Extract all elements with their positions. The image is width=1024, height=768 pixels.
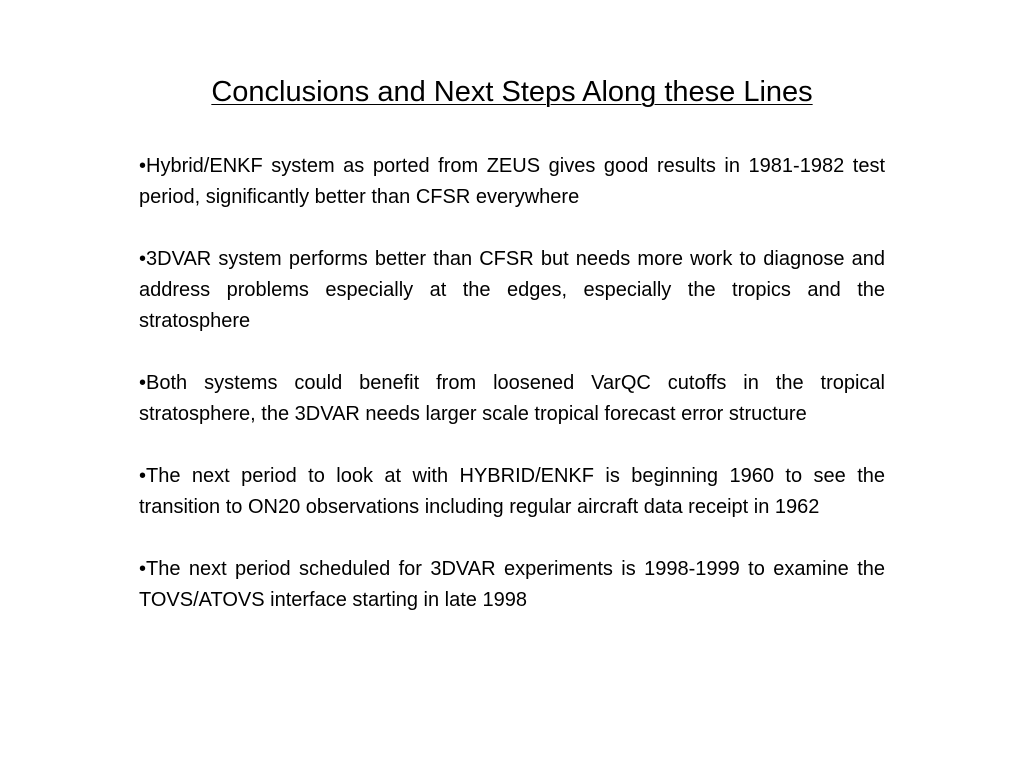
slide-title: Conclusions and Next Steps Along these Lines [211, 76, 813, 108]
bullet-item [139, 244, 885, 337]
bullet-item [139, 554, 885, 616]
bullet-glyph: • [139, 372, 147, 394]
bullet-item [139, 151, 885, 213]
bullet-text: The next period scheduled for 3DVAR experiments is 1998-1999 to examine the TOVS/ATOVS interface starting in late 1998 [139, 558, 885, 611]
bullet-glyph: • [139, 465, 147, 487]
bullet-text: Both systems could benefit from loosened VarQC cutoffs in the tropical stratosphere, the 3DVAR needs larger scale tropical forecast error structure [139, 372, 885, 425]
bullet-text: Hybrid/ENKF system as ported from ZEUS gives good results in 1981-1982 test period, significantly better than CFSR everywhere [139, 155, 885, 208]
bullet-glyph: • [139, 155, 147, 177]
bullet-text: 3DVAR system performs better than CFSR but needs more work to diagnose and address problems especially at the edges, especially the tropics and the stratosphere [139, 248, 885, 332]
bullet-glyph: • [139, 558, 147, 580]
bullet-list [139, 151, 885, 616]
bullet-item [139, 461, 885, 523]
bullet-glyph: • [139, 248, 147, 270]
bullet-item [139, 368, 885, 430]
bullet-text: The next period to look at with HYBRID/ENKF is beginning 1960 to see the transition to ON20 observations including regular aircraft data receipt in 1962 [139, 465, 885, 518]
